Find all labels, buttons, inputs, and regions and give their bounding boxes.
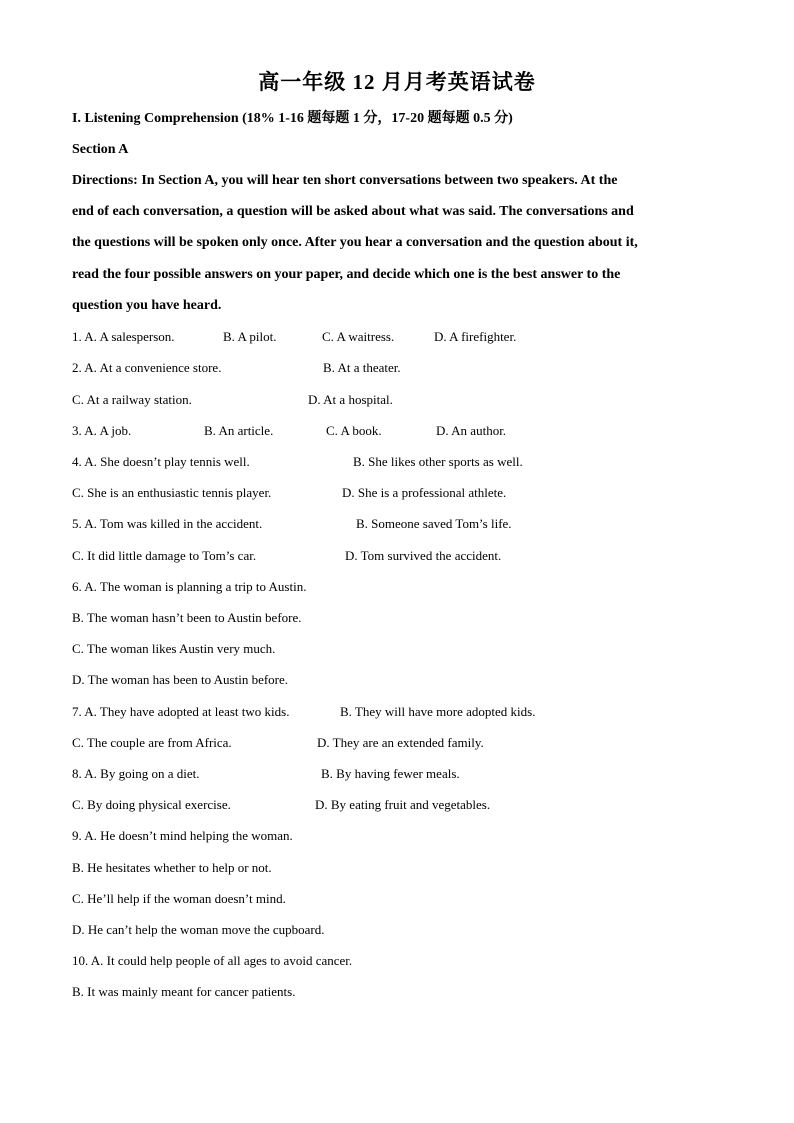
q6-option-c: C. The woman likes Austin very much. xyxy=(72,641,276,656)
q2-option-d: D. At a hospital. xyxy=(308,392,393,407)
q9-option-c: C. He’ll help if the woman doesn’t mind. xyxy=(72,891,286,906)
q5-option-d: D. Tom survived the accident. xyxy=(345,548,502,563)
q5-option-a: 5. A. Tom was killed in the accident. xyxy=(72,516,263,531)
q1-option-c: C. A waitress. xyxy=(322,329,395,344)
directions-line-4: read the four possible answers on your paper, and decide which one is the best answer to the xyxy=(72,267,621,282)
q5-option-b: B. Someone saved Tom’s life. xyxy=(356,516,512,531)
q5-option-c: C. It did little damage to Tom’s car. xyxy=(72,548,257,563)
q2-option-b: B. At a theater. xyxy=(323,360,401,375)
q1-option-b: B. A pilot. xyxy=(223,329,277,344)
q6-option-d: D. The woman has been to Austin before. xyxy=(72,672,289,687)
q1-option-a: 1. A. A salesperson. xyxy=(72,329,175,344)
q6-option-a: 6. A. The woman is planning a trip to Austin. xyxy=(72,579,307,594)
section-a-heading: Section A xyxy=(72,142,129,157)
q7-option-d: D. They are an extended family. xyxy=(317,735,484,750)
q3-option-a: 3. A. A job. xyxy=(72,423,132,438)
q8-option-b: B. By having fewer meals. xyxy=(321,766,460,781)
directions-line-3: the questions will be spoken only once. After you hear a conversation and the question about it, xyxy=(72,235,638,250)
q7-option-c: C. The couple are from Africa. xyxy=(72,735,232,750)
directions-line-2: end of each conversation, a question will be asked about what was said. The conversations and xyxy=(72,204,634,219)
q6-option-b: B. The woman hasn’t been to Austin before. xyxy=(72,610,302,625)
q8-option-a: 8. A. By going on a diet. xyxy=(72,766,200,781)
q9-option-b: B. He hesitates whether to help or not. xyxy=(72,860,272,875)
q8-option-d: D. By eating fruit and vegetables. xyxy=(315,797,491,812)
q9-option-d: D. He can’t help the woman move the cupboard. xyxy=(72,922,325,937)
q7-option-b: B. They will have more adopted kids. xyxy=(340,704,536,719)
q2-option-c: C. At a railway station. xyxy=(72,392,192,407)
directions-line-1: Directions: In Section A, you will hear ten short conversations between two speakers. At the xyxy=(72,173,618,188)
q10-option-b: B. It was mainly meant for cancer patients. xyxy=(72,984,296,999)
q7-option-a: 7. A. They have adopted at least two kids. xyxy=(72,704,290,719)
q9-option-a: 9. A. He doesn’t mind helping the woman. xyxy=(72,828,293,843)
q3-option-d: D. An author. xyxy=(436,423,507,438)
q4-option-b: B. She likes other sports as well. xyxy=(353,454,523,469)
q4-option-a: 4. A. She doesn’t play tennis well. xyxy=(72,454,250,469)
q10-option-a: 10. A. It could help people of all ages to avoid cancer. xyxy=(72,953,353,968)
q3-option-b: B. An article. xyxy=(204,423,274,438)
q3-option-c: C. A book. xyxy=(326,423,382,438)
part1-heading: I. Listening Comprehension (18% 1-16 题每题 1 分，17-20 题每题 0.5 分) xyxy=(72,111,513,126)
q8-option-c: C. By doing physical exercise. xyxy=(72,797,231,812)
q4-option-c: C. She is an enthusiastic tennis player. xyxy=(72,485,272,500)
q1-option-d: D. A firefighter. xyxy=(434,329,517,344)
directions-line-5: question you have heard. xyxy=(72,298,222,313)
q2-option-a: 2. A. At a convenience store. xyxy=(72,360,222,375)
q4-option-d: D. She is a professional athlete. xyxy=(342,485,507,500)
page-title: 高一年级 12 月月考英语试卷 xyxy=(258,70,536,94)
